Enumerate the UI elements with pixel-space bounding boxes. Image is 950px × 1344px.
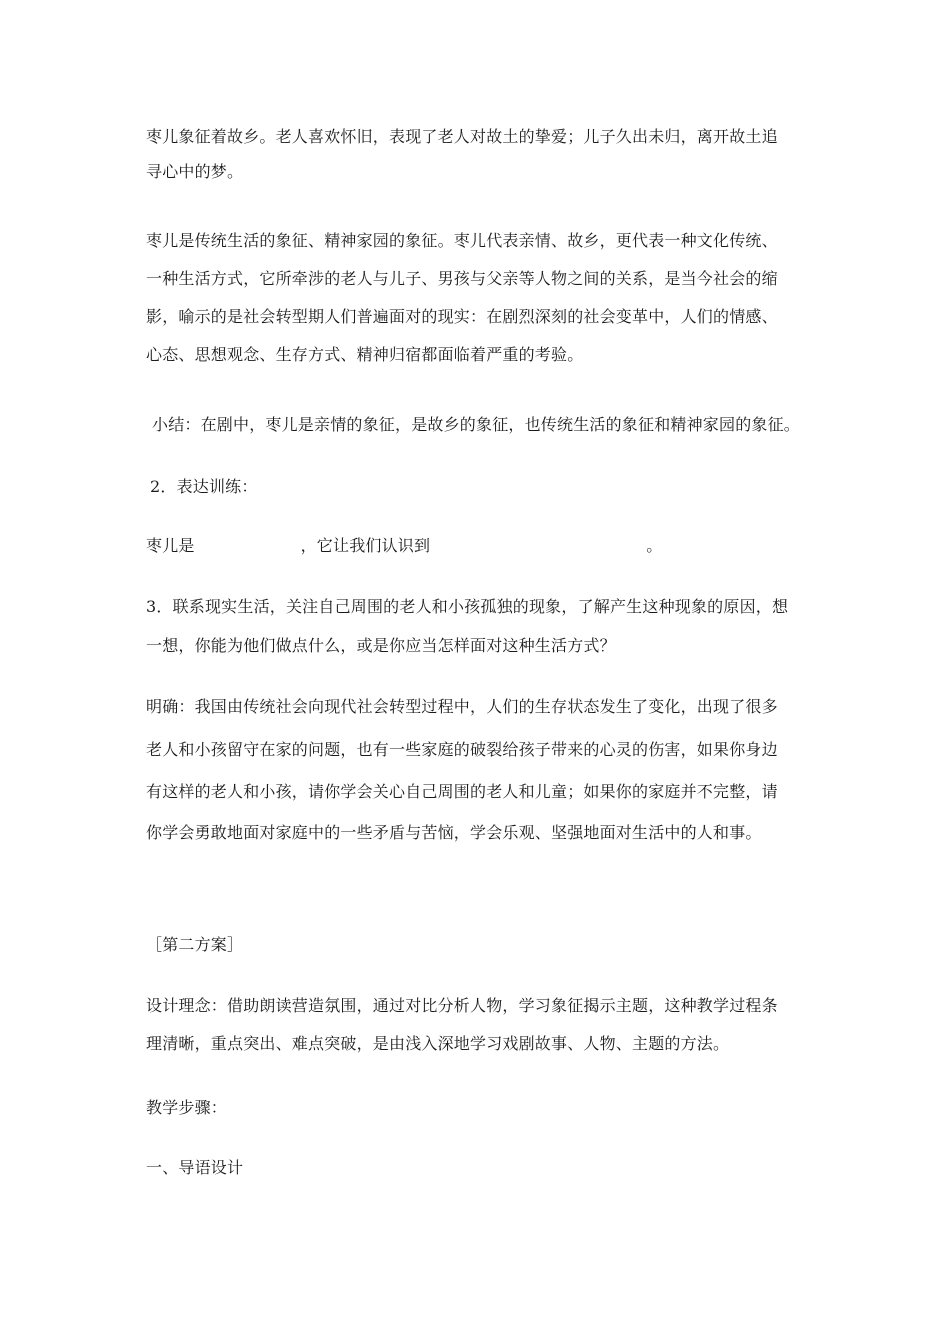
paragraph-tradition-line-4: 心态、思想观念、生存方式、精神归宿都面临着严重的考验。 xyxy=(146,345,584,364)
steps-heading: 教学步骤： xyxy=(146,1098,228,1117)
answer-line-2: 老人和小孩留守在家的问题，也有一些家庭的破裂给孩子带来的心灵的伤害，如果你身边 xyxy=(146,740,778,759)
question-3-line-1: 3．联系现实生活，关注自己周围的老人和小孩孤独的现象，了解产生这种现象的原因，想 xyxy=(146,597,789,616)
exercise-fill-part-3: 。 xyxy=(646,536,663,555)
paragraph-tradition-line-1: 枣儿是传统生活的象征、精神家园的象征。枣儿代表亲情、故乡，更代表一种文化传统、 xyxy=(146,231,778,250)
exercise-fill-part-1: 枣儿是 xyxy=(146,536,195,555)
exercise-fill-line xyxy=(146,536,662,556)
summary-line: 小结：在剧中，枣儿是亲情的象征，是故乡的象征，也传统生活的象征和精神家园的象征。 xyxy=(152,415,801,434)
design-concept-line-1: 设计理念：借助朗读营造氛围，通过对比分析人物，学习象征揭示主题，这种教学过程条 xyxy=(146,996,778,1015)
exercise-fill-part-2: ，它让我们认识到 xyxy=(300,536,431,555)
section-1-heading: 一、导语设计 xyxy=(146,1158,244,1177)
paragraph-symbol-hometown-line-2: 寻心中的梦。 xyxy=(146,162,244,181)
question-3-line-2: 一想，你能为他们做点什么，或是你应当怎样面对这种生活方式？ xyxy=(146,636,616,655)
exercise-heading: 2．表达训练： xyxy=(150,477,258,496)
paragraph-tradition-line-3: 影，喻示的是社会转型期人们普遍面对的现实：在剧烈深刻的社会变革中，人们的情感、 xyxy=(146,307,778,326)
plan-title: ［第二方案］ xyxy=(146,935,244,954)
answer-line-4: 你学会勇敢地面对家庭中的一些矛盾与苦恼，学会乐观、坚强地面对生活中的人和事。 xyxy=(146,823,762,842)
answer-line-1: 明确：我国由传统社会向现代社会转型过程中，人们的生存状态发生了变化，出现了很多 xyxy=(146,697,778,716)
design-concept-line-2: 理清晰，重点突出、难点突破，是由浅入深地学习戏剧故事、人物、主题的方法。 xyxy=(146,1034,730,1053)
paragraph-tradition-line-2: 一种生活方式，它所牵涉的老人与儿子、男孩与父亲等人物之间的关系，是当今社会的缩 xyxy=(146,269,778,288)
answer-line-3: 有这样的老人和小孩，请你学会关心自己周围的老人和儿童；如果你的家庭并不完整，请 xyxy=(146,782,778,801)
paragraph-symbol-hometown-line-1: 枣儿象征着故乡。老人喜欢怀旧，表现了老人对故土的挚爱；儿子久出未归，离开故土追 xyxy=(146,127,778,146)
